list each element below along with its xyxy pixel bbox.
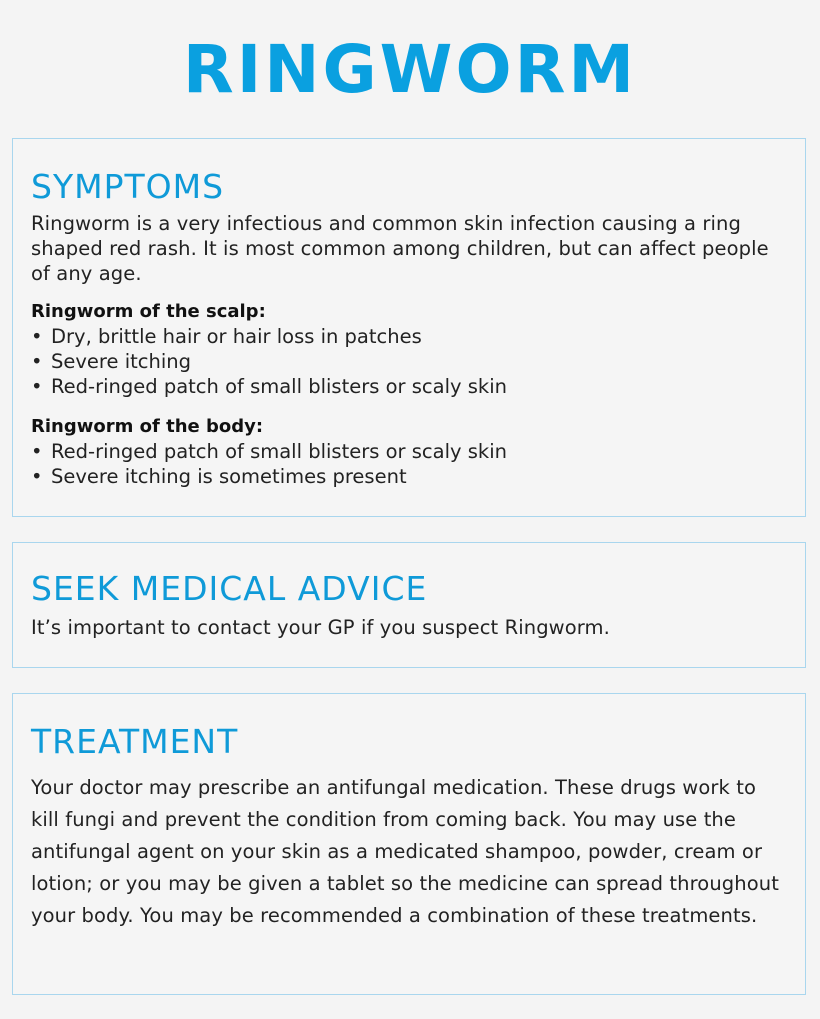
treatment-card [12, 693, 806, 995]
treatment-text: Your doctor may prescribe an antifungal medication. These drugs work to kill fungi and prevent the condition from coming back. You may use the antifungal agent on your skin as a medicated shampoo, powder, cream or lotion; or you may be given a tablet so the medicine can spread throughout your body. You may be recommended a combination of these treatments. [31, 776, 779, 927]
symptoms-card [12, 138, 806, 517]
list-item: • Red-ringed patch of small blisters or scaly skin [31, 374, 507, 399]
advice-heading: SEEK MEDICAL ADVICE [31, 569, 428, 608]
list-item: • Severe itching is sometimes present [31, 464, 507, 489]
scalp-list [31, 324, 507, 399]
body-list [31, 439, 507, 489]
medical-advice-card [12, 542, 806, 668]
list-item: • Severe itching [31, 349, 507, 374]
treatment-heading: TREATMENT [31, 722, 239, 761]
list-item: • Dry, brittle hair or hair loss in patches [31, 324, 507, 349]
body-subheading: Ringworm of the body: [31, 416, 264, 437]
symptoms-intro: Ringworm is a very infectious and common skin infection causing a ring shaped red rash. It is most common among children, but can affect people of any age. [31, 212, 769, 285]
symptoms-heading: SYMPTOMS [31, 167, 225, 206]
page-title: RINGWORM [182, 31, 638, 108]
scalp-subheading: Ringworm of the scalp: [31, 301, 266, 322]
list-item: • Red-ringed patch of small blisters or scaly skin [31, 439, 507, 464]
advice-text: It’s important to contact your GP if you suspect Ringworm. [31, 616, 610, 639]
